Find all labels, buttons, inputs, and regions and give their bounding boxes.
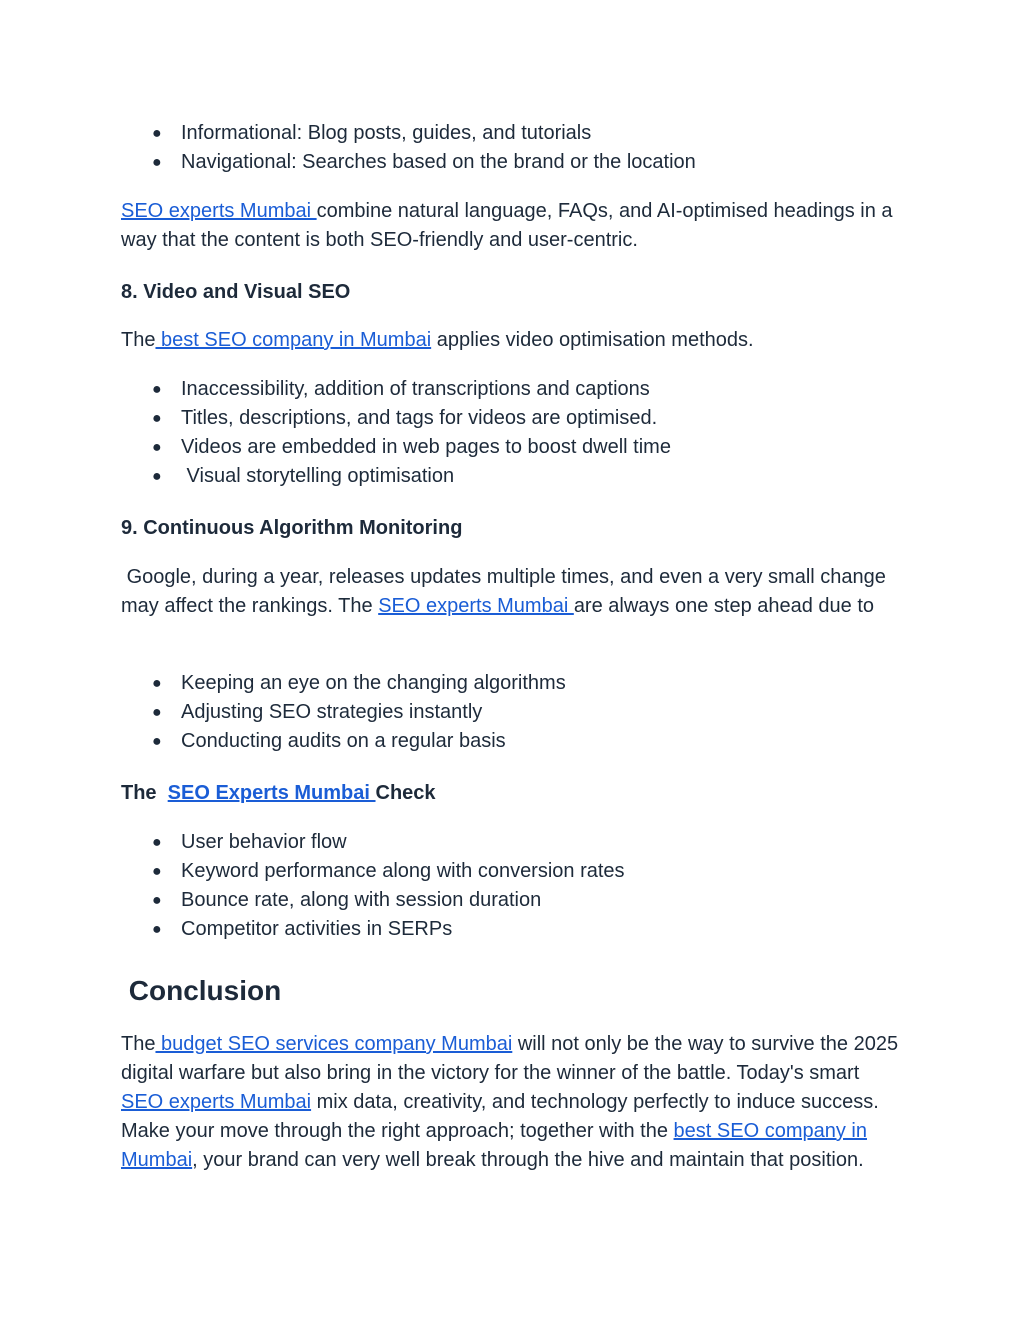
list-item: ● Conducting audits on a regular basis: [121, 727, 906, 756]
seo-experts-link[interactable]: SEO experts Mumbai: [378, 595, 574, 617]
bullet-icon: ●: [152, 154, 162, 171]
bullet-icon: ●: [152, 439, 162, 456]
seo-experts-heading-link[interactable]: SEO Experts Mumbai: [167, 782, 376, 804]
list-item: ● Competitor activities in SERPs: [121, 915, 906, 944]
list-item: ● Informational: Blog posts, guides, and tutorials: [121, 119, 906, 148]
check-heading: The SEO Experts Mumbai Check: [121, 782, 436, 804]
search-intent-list: [121, 119, 906, 177]
conclusion-paragraph: The budget SEO services company Mumbai will not only be the way to survive the 2025 digital warfare but also bring in the victory for the winner of the battle. Today's smart SEO experts Mumbai mix data, creativity, and technology perfectly to induce success. Make your move through the right approach; together with the best SEO company in Mumbai, your brand can very well break through the hive and maintain that position.: [121, 1033, 899, 1171]
seo-experts-link[interactable]: SEO experts Mumbai: [121, 200, 317, 222]
list-item: ● Videos are embedded in web pages to boost dwell time: [121, 433, 906, 462]
bullet-icon: ●: [152, 863, 162, 880]
section-8-heading: 8. Video and Visual SEO: [121, 281, 351, 303]
conclusion-heading: Conclusion: [121, 975, 282, 1006]
bullet-icon: ●: [152, 834, 162, 851]
bullet-icon: ●: [152, 892, 162, 909]
best-seo-company-link[interactable]: best SEO company in Mumbai: [155, 329, 432, 351]
bullet-icon: ●: [152, 468, 162, 485]
bullet-icon: ●: [152, 733, 162, 750]
list-item: ● Bounce rate, along with session duration: [121, 886, 906, 915]
seo-experts-link[interactable]: SEO experts Mumbai: [121, 1091, 312, 1113]
best-seo-company-link[interactable]: best SEO company in Mumbai: [121, 1120, 867, 1171]
check-list: [121, 828, 906, 944]
list-item: ● Visual storytelling optimisation: [121, 462, 906, 491]
section-9-heading: 9. Continuous Algorithm Monitoring: [121, 517, 463, 539]
section-8-paragraph: The best SEO company in Mumbai applies video optimisation methods.: [121, 329, 754, 351]
list-item: ● User behavior flow: [121, 828, 906, 857]
budget-seo-company-link[interactable]: budget SEO services company Mumbai: [155, 1033, 513, 1055]
list-item: ● Titles, descriptions, and tags for videos are optimised.: [121, 404, 906, 433]
list-item: ● Keeping an eye on the changing algorithms: [121, 669, 906, 698]
bullet-icon: ●: [152, 704, 162, 721]
section-8-list: [121, 375, 906, 491]
bullet-icon: ●: [152, 381, 162, 398]
list-item: ● Adjusting SEO strategies instantly: [121, 698, 906, 727]
bullet-icon: ●: [152, 410, 162, 427]
bullet-icon: ●: [152, 921, 162, 938]
bullet-icon: ●: [152, 125, 162, 142]
section-9-paragraph: Google, during a year, releases updates multiple times, and even a very small change may affect the rankings. The SEO experts Mumbai are always one step ahead due to: [121, 566, 892, 617]
list-item: ● Navigational: Searches based on the brand or the location: [121, 148, 906, 177]
list-item: ● Keyword performance along with conversion rates: [121, 857, 906, 886]
list-item: ● Inaccessibility, addition of transcriptions and captions: [121, 375, 906, 404]
intro-paragraph: SEO experts Mumbai combine natural language, FAQs, and AI-optimised headings in a way that the content is both SEO-friendly and user-centric.: [121, 200, 893, 251]
bullet-icon: ●: [152, 675, 162, 692]
section-9-list: [121, 669, 906, 756]
